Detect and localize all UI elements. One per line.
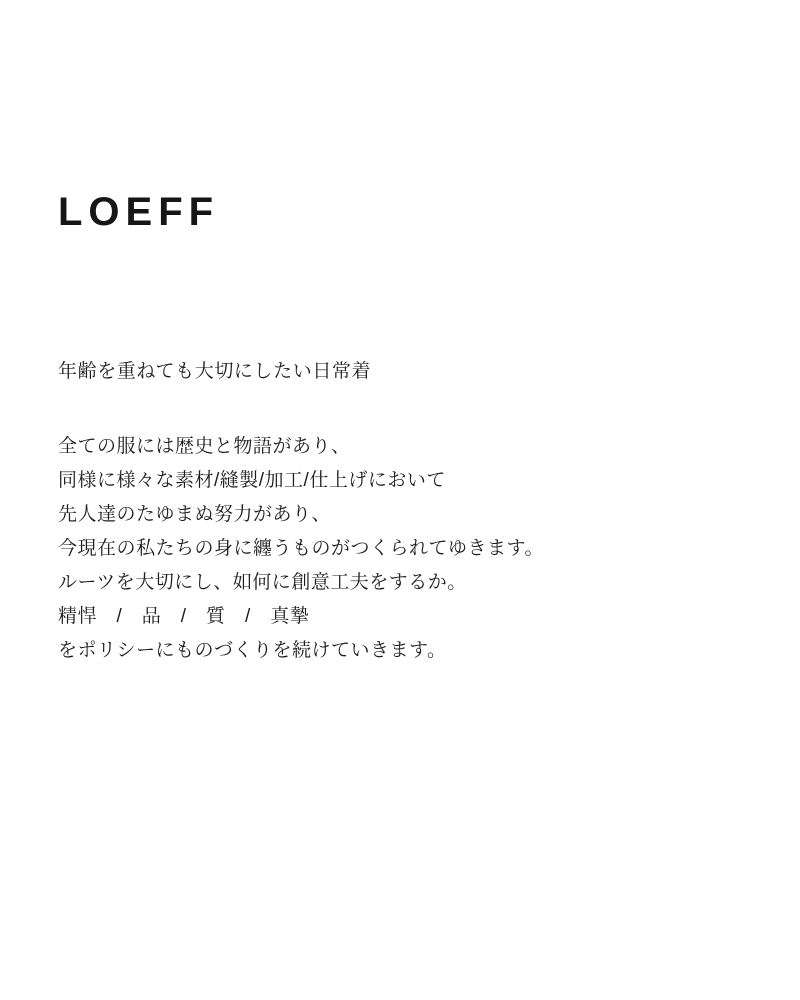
statement-line: 精悍 / 品 / 質 / 真摯	[58, 606, 310, 627]
brand-logo: LOEFF	[58, 190, 220, 234]
statement-line: 今現在の私たちの身に纏うものがつくられてゆきます。	[58, 538, 544, 559]
statement-line: 先人達のたゆまぬ努力があり、	[58, 504, 332, 525]
statement-line: ルーツを大切にし、如何に創意工夫をするか。	[58, 572, 467, 593]
statement-line: をポリシーにものづくりを続けていきます。	[58, 640, 447, 661]
page-headline: 年齢を重ねても大切にしたい日常着	[58, 361, 372, 382]
statement-line: 全ての服には歴史と物語があり、	[58, 436, 351, 457]
statement-line: 同様に様々な素材/縫製/加工/仕上げにおいて	[58, 470, 446, 491]
brand-statement-text	[58, 430, 758, 668]
